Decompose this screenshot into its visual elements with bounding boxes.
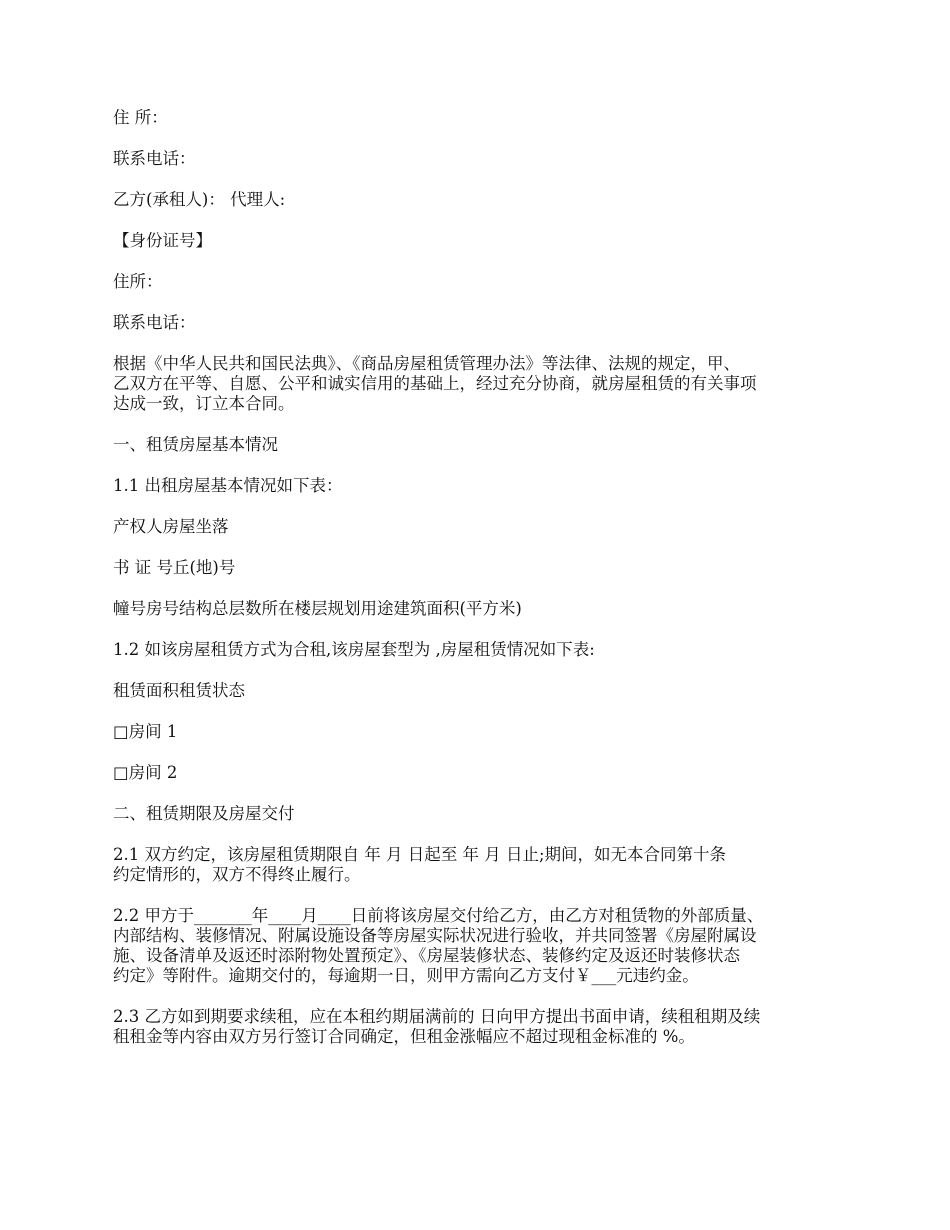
text-line: 约定情形的，双方不得终止履行。 [113, 865, 361, 884]
phone-line-a [113, 149, 843, 169]
document-body [113, 108, 843, 1068]
clause-2-2 [113, 906, 843, 986]
party-b-line [113, 190, 843, 210]
clause-1-2 [113, 640, 843, 660]
text-line: 约定》等附件。逾期交付的，每逾期一日，则甲方需向乙方支付￥___元违约金。 [113, 966, 699, 985]
room-2-item [113, 763, 843, 783]
preamble-paragraph [113, 354, 843, 414]
text-line: 幢号房号结构总层数所在楼层规划用途建筑面积(平方米) [113, 599, 522, 618]
text-line: □房间 1 [113, 722, 178, 741]
text-line: 租租金等内容由双方另行签订合同确定，但租金涨幅应不超过现租金标准的 %。 [113, 1027, 695, 1046]
clause-1-1 [113, 476, 843, 496]
text-line: 联系电话： [113, 313, 196, 332]
room-1-item [113, 722, 843, 742]
text-line: 书 证 号丘(地)号 [113, 558, 236, 577]
text-line: 二、租赁期限及房屋交付 [113, 804, 295, 823]
text-line: 租赁面积租赁状态 [113, 681, 245, 700]
text-line: 1.2 如该房屋租赁方式为合租,该房屋套型为 ,房屋租赁情况如下表: [113, 640, 595, 659]
text-line: 联系电话： [113, 149, 196, 168]
id-number-line [113, 231, 843, 251]
text-line: 产权人房屋坐落 [113, 517, 229, 536]
table-header-row-2 [113, 558, 843, 578]
text-line: 2.1 双方约定，该房屋租赁期限自 年 月 日起至 年 月 日止;期间，如无本合同第十条 [113, 845, 727, 864]
text-line: 内部结构、装修情况、附属设施设备等房屋实际状况进行验收，并共同签署《房屋附属设 [113, 926, 757, 945]
text-line: 住 所： [113, 108, 168, 127]
section-heading-2 [113, 804, 843, 824]
text-line: 一、租赁房屋基本情况 [113, 435, 278, 454]
text-line: 住所： [113, 272, 163, 291]
rental-table-header [113, 681, 843, 701]
address-line-a [113, 108, 843, 128]
text-line: 根据《中华人民共和国民法典》、《商品房屋租赁管理办法》等法律、法规的规定，甲、 [113, 354, 740, 373]
text-line: 2.3 乙方如到期要求续租，应在本租约期届满前的 日向甲方提出书面申请，续租租期及续 [113, 1007, 761, 1026]
text-line: 2.2 甲方于_______年____月____日前将该房屋交付给乙方，由乙方对租赁物的外部质量、 [113, 906, 764, 925]
table-header-row-1 [113, 517, 843, 537]
address-line-b [113, 272, 843, 292]
text-line: □房间 2 [113, 763, 178, 782]
text-line: 【身份证号】 [113, 231, 212, 250]
clause-2-3 [113, 1007, 843, 1047]
text-line: 施、设备清单及返还时添附物处置预定》、《房屋装修状态、装修约定及返还时装修状态 [113, 946, 740, 965]
text-line: 1.1 出租房屋基本情况如下表： [113, 476, 343, 495]
text-line: 达成一致，订立本合同。 [113, 394, 295, 413]
text-line: 乙方(承租人)： 代理人: [113, 190, 286, 209]
table-header-row-3 [113, 599, 843, 619]
text-line: 乙双方在平等、自愿、公平和诚实信用的基础上，经过充分协商，就房屋租赁的有关事项 [113, 374, 757, 393]
phone-line-b [113, 313, 843, 333]
section-heading-1 [113, 435, 843, 455]
clause-2-1 [113, 845, 843, 885]
